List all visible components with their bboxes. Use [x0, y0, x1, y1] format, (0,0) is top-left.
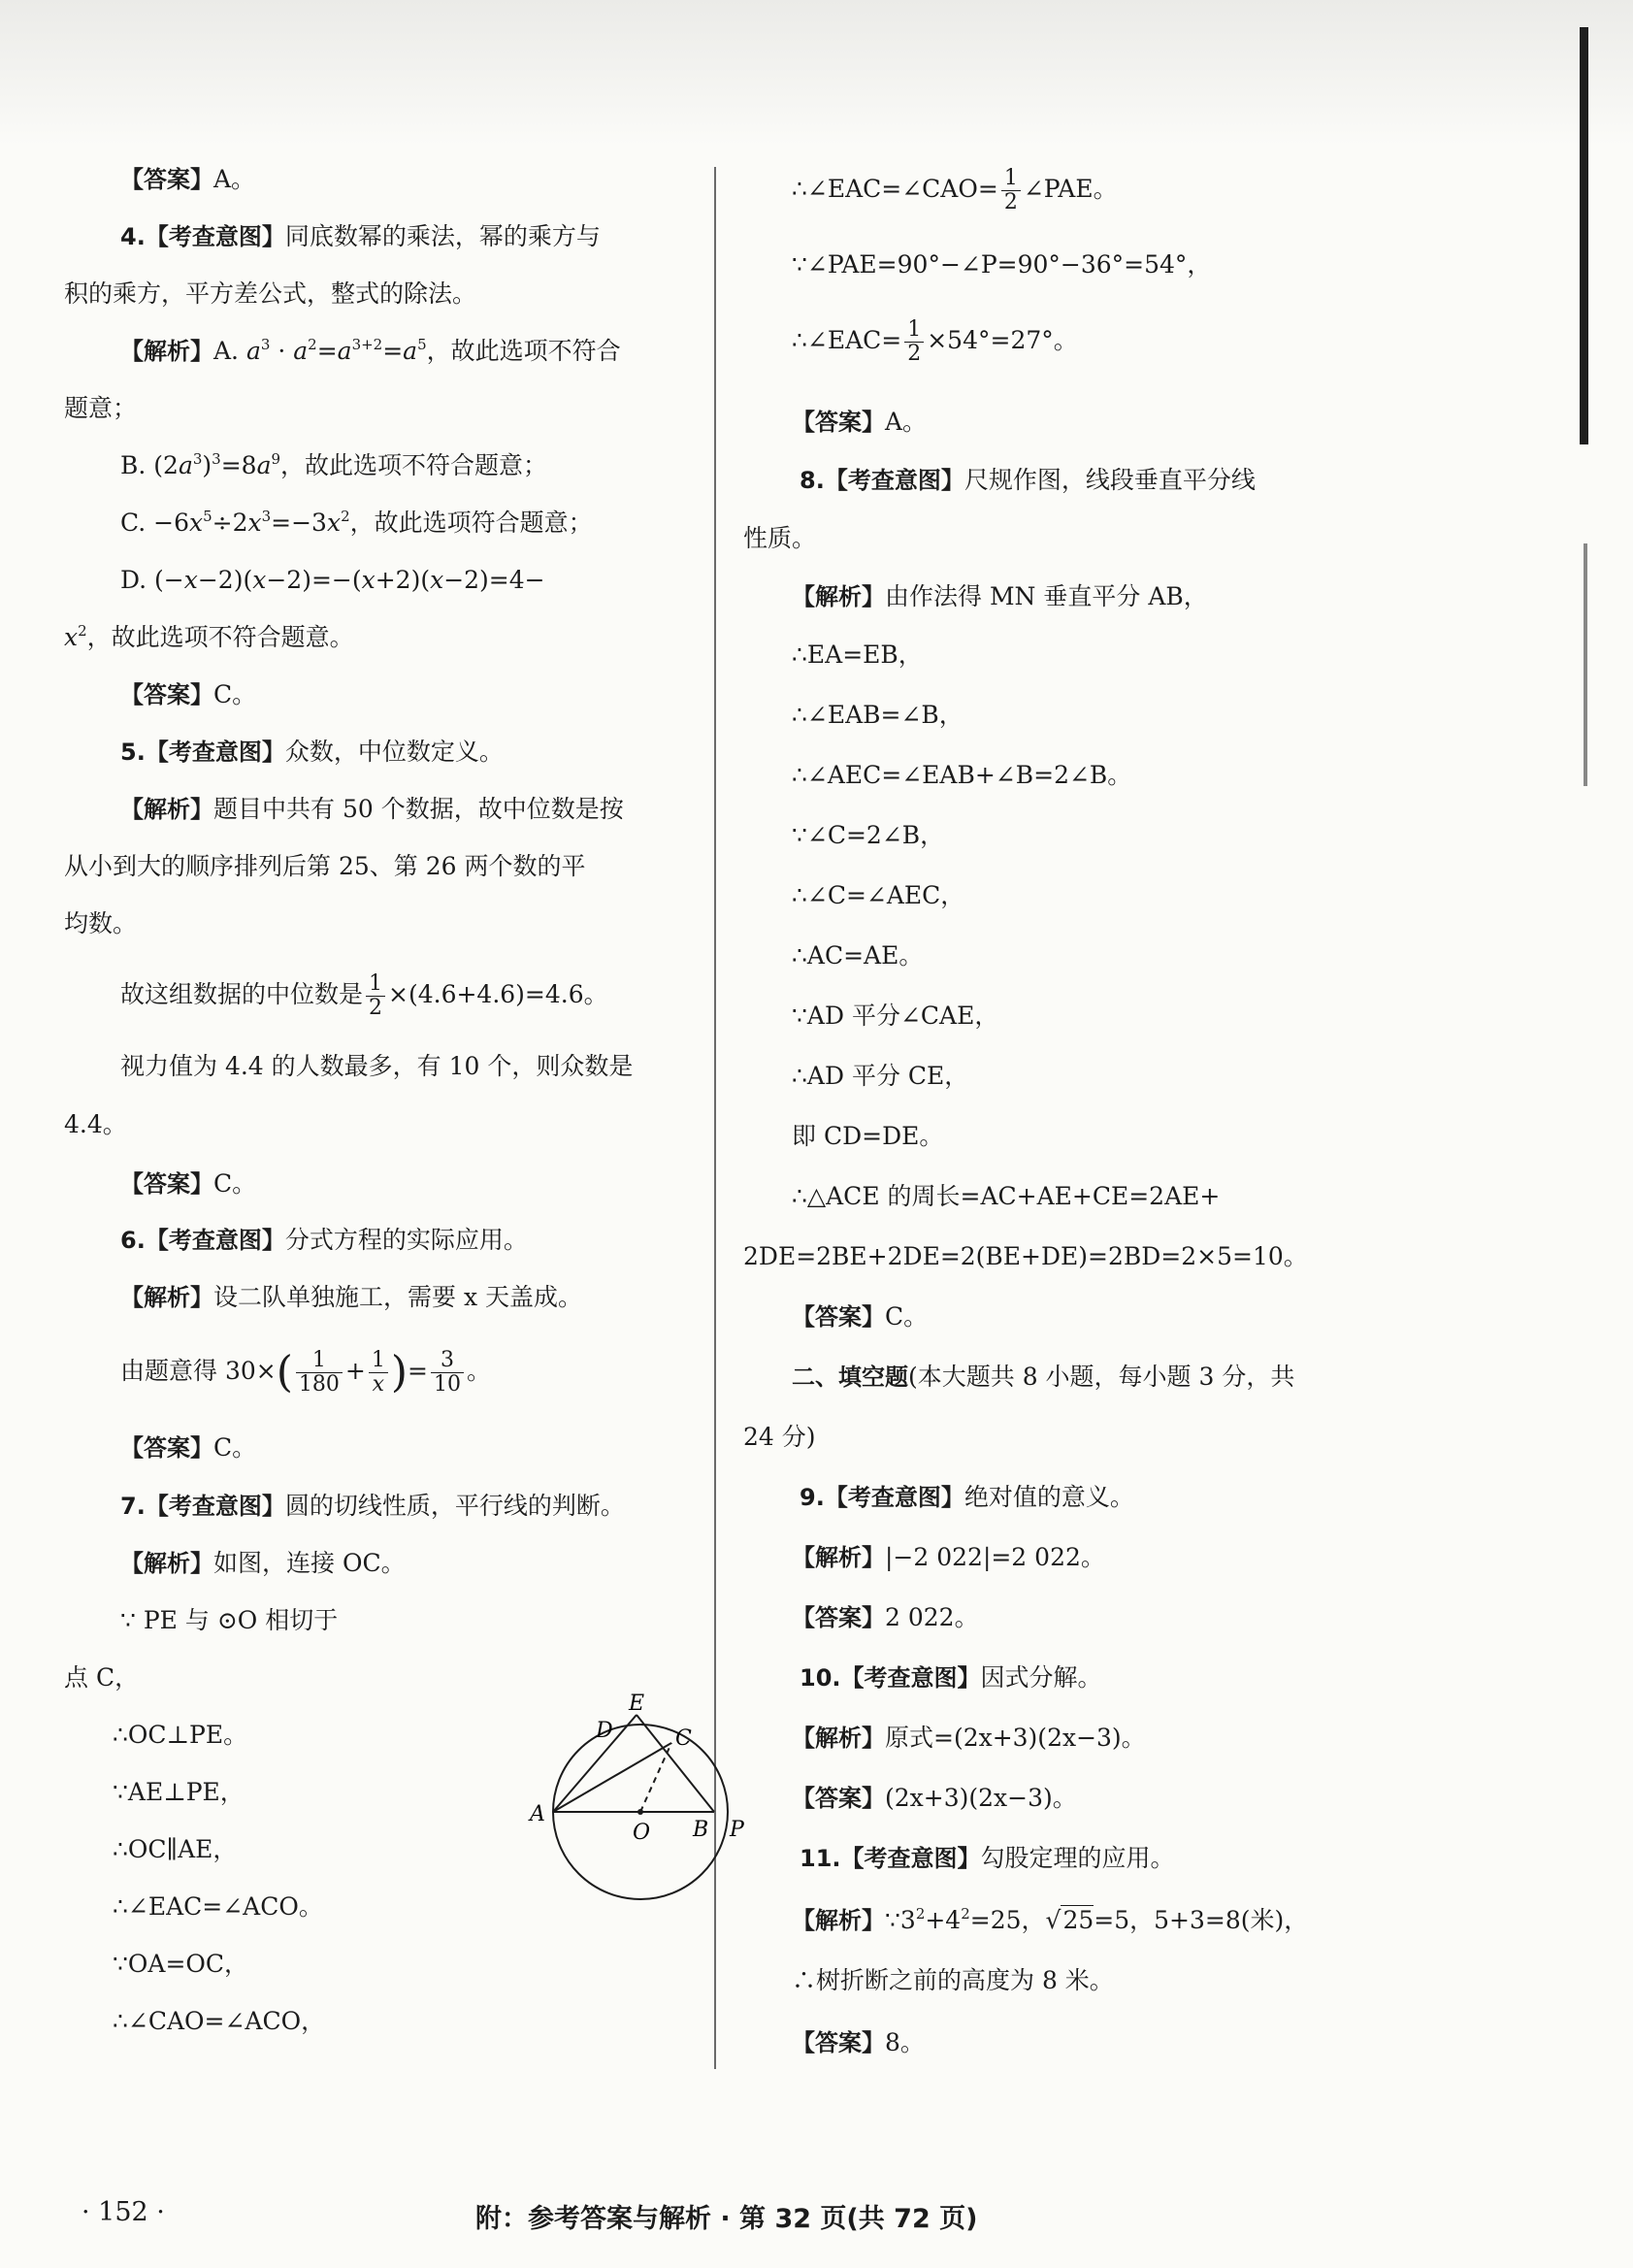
q8-line6: ∴∠C=∠AEC， — [792, 881, 965, 909]
q4-analysis-a: 【解析】A. $a^3 \cdot a^2=a^{3+2}=a^5$，故此选项不符合 — [120, 336, 621, 365]
label-e: E — [629, 1692, 645, 1716]
q6-answer: 【答案】C。 — [120, 1433, 257, 1462]
section-fill-in-cont: 24 分) — [743, 1423, 816, 1451]
q8-line3: ∴∠EAB=∠B， — [792, 701, 963, 729]
q5-analysis-cont: 从小到大的顺序排列后第 25、第 26 两个数的平 — [64, 852, 586, 880]
q7-line4: ∴OC⊥PE。 — [113, 1721, 248, 1749]
q8-line11: ∴△ACE 的周长=AC+AE+CE=2AE+ — [792, 1182, 1221, 1210]
page-number: · 152 · — [82, 2197, 165, 2227]
q8-answer: 【答案】C。 — [792, 1302, 929, 1331]
q11-answer: 【答案】8。 — [792, 2028, 925, 2056]
q4-analysis-d-cont: $x^2$，故此选项不符合题意。 — [64, 622, 354, 651]
answer-line: 【答案】A。 — [120, 165, 256, 193]
q7-line9: ∴∠CAO=∠ACO， — [113, 2007, 326, 2035]
q8-heading: 8.【考查意图】尺规作图，线段垂直平分线 — [800, 466, 1256, 494]
q7-line12: ∴∠EAC= $\frac{1}{2}$ ×54°=27°。 — [792, 317, 1078, 366]
q4-answer: 【答案】C。 — [120, 680, 257, 708]
q5-answer: 【答案】C。 — [120, 1169, 257, 1198]
q5-heading: 5.【考查意图】众数，中位数定义。 — [120, 738, 504, 766]
q4-heading: 4.【考查意图】同底数幂的乘法，幂的乘方与 — [120, 222, 601, 250]
q10-heading: 10.【考查意图】因式分解。 — [800, 1663, 1102, 1692]
q4-analysis-c: C. $-6x^5\div 2x^3=-3x^2$，故此选项符合题意； — [120, 508, 593, 537]
q5-mode-cont: 4.4。 — [64, 1110, 127, 1138]
q5-analysis-cont2: 均数。 — [64, 909, 138, 937]
q10-analysis: 【解析】原式=(2x+3)(2x−3)。 — [792, 1724, 1146, 1752]
label-a: A — [530, 1802, 545, 1826]
q8-line8: ∵AD 平分∠CAE， — [792, 1002, 999, 1030]
q7-line2: ∵ PE 与 ⊙O 相切于 — [120, 1606, 339, 1634]
q11-heading: 11.【考查意图】勾股定理的应用。 — [800, 1844, 1175, 1872]
q8-heading-cont: 性质。 — [743, 524, 817, 552]
q4-analysis-b: B. $(2a^3)^3=8a^9$，故此选项不符合题意； — [120, 450, 548, 479]
q9-heading: 9.【考查意图】绝对值的意义。 — [800, 1483, 1134, 1511]
q8-line2: ∴EA=EB， — [792, 641, 923, 669]
line-oc-dashed — [640, 1743, 671, 1812]
q8-line9: ∴AD 平分 CE， — [792, 1062, 969, 1090]
q11-analysis: 【解析】$\because 3^2+4^2=25$，√25=5，5+3=8(米)， — [792, 1905, 1309, 1934]
q8-line4: ∴∠AEC=∠EAB+∠B=2∠B。 — [792, 761, 1132, 789]
q6-analysis: 【解析】设二队单独施工，需要 x 天盖成。 — [120, 1283, 582, 1311]
q7-line7: ∴∠EAC=∠ACO。 — [113, 1892, 323, 1921]
q7-line5: ∵AE⊥PE， — [113, 1778, 245, 1806]
label-c: C — [675, 1726, 692, 1751]
q9-answer: 【答案】2 022。 — [792, 1603, 979, 1631]
q7-line11: ∵∠PAE=90°−∠P=90°−36°=54°， — [792, 250, 1212, 279]
q10-answer: 【答案】(2x+3)(2x−3)。 — [792, 1784, 1077, 1812]
circle-tangent-figure — [528, 1689, 770, 1931]
q7-analysis: 【解析】如图，连接 OC。 — [120, 1549, 406, 1577]
q8-line7: ∴AC=AE。 — [792, 941, 924, 970]
running-footer: 附：参考答案与解析 · 第 32 页(共 72 页) — [475, 2204, 978, 2234]
q11-line2: ∴树折断之前的高度为 8 米。 — [792, 1966, 1114, 1994]
q8-analysis: 【解析】由作法得 MN 垂直平分 AB， — [792, 582, 1208, 610]
q8-line5: ∵∠C=2∠B， — [792, 821, 945, 849]
q4-analysis-d: D. (−x−2)(x−2)=−(x+2)(x−2)=4− — [120, 566, 545, 594]
q7-line8: ∵OA=OC， — [113, 1950, 249, 1978]
q7-line6: ∴OC∥AE， — [113, 1835, 238, 1863]
q6-heading: 6.【考查意图】分式方程的实际应用。 — [120, 1226, 528, 1254]
page-edge-mark-faint — [1584, 543, 1587, 786]
point-o — [637, 1809, 643, 1815]
q6-equation: 由题意得 30×( $\frac{1}{180}$ + $\frac{1}{x}$ )= $\frac{3}{10}$ 。 — [120, 1347, 491, 1397]
q8-line10: 即 CD=DE。 — [792, 1122, 944, 1150]
line-ac — [553, 1743, 671, 1812]
q5-analysis: 【解析】题目中共有 50 个数据，故中位数是按 — [120, 795, 624, 823]
q7-answer: 【答案】A。 — [792, 408, 928, 436]
label-p: P — [730, 1818, 744, 1842]
section-fill-in-heading: 二、填空题(本大题共 8 小题，每小题 3 分，共 — [792, 1363, 1295, 1391]
q5-median-line: 故这组数据的中位数是 $\frac{1}{2}$ ×(4.6+4.6)=4.6。 — [120, 971, 608, 1020]
line-ae — [553, 1715, 637, 1812]
page-edge-mark — [1580, 27, 1588, 444]
q4-analysis-a-cont: 题意； — [64, 394, 138, 422]
q5-mode-line: 视力值为 4.4 的人数最多，有 10 个，则众数是 — [120, 1052, 634, 1080]
q7-line10: ∴∠EAC=∠CAO= $\frac{1}{2}$ ∠PAE。 — [792, 166, 1118, 214]
label-o: O — [633, 1821, 651, 1845]
q4-heading-cont: 积的乘方，平方差公式，整式的除法。 — [64, 279, 477, 308]
q7-heading: 7.【考查意图】圆的切线性质，平行线的判断。 — [120, 1492, 625, 1520]
scan-top-shadow — [0, 0, 1633, 146]
label-d: D — [596, 1719, 613, 1743]
q9-analysis: 【解析】|−2 022|=2 022。 — [792, 1543, 1105, 1571]
q7-line3: 点 C， — [64, 1663, 140, 1692]
q8-line12: 2DE=2BE+2DE=2(BE+DE)=2BD=2×5=10。 — [743, 1242, 1308, 1270]
label-b: B — [693, 1818, 709, 1842]
